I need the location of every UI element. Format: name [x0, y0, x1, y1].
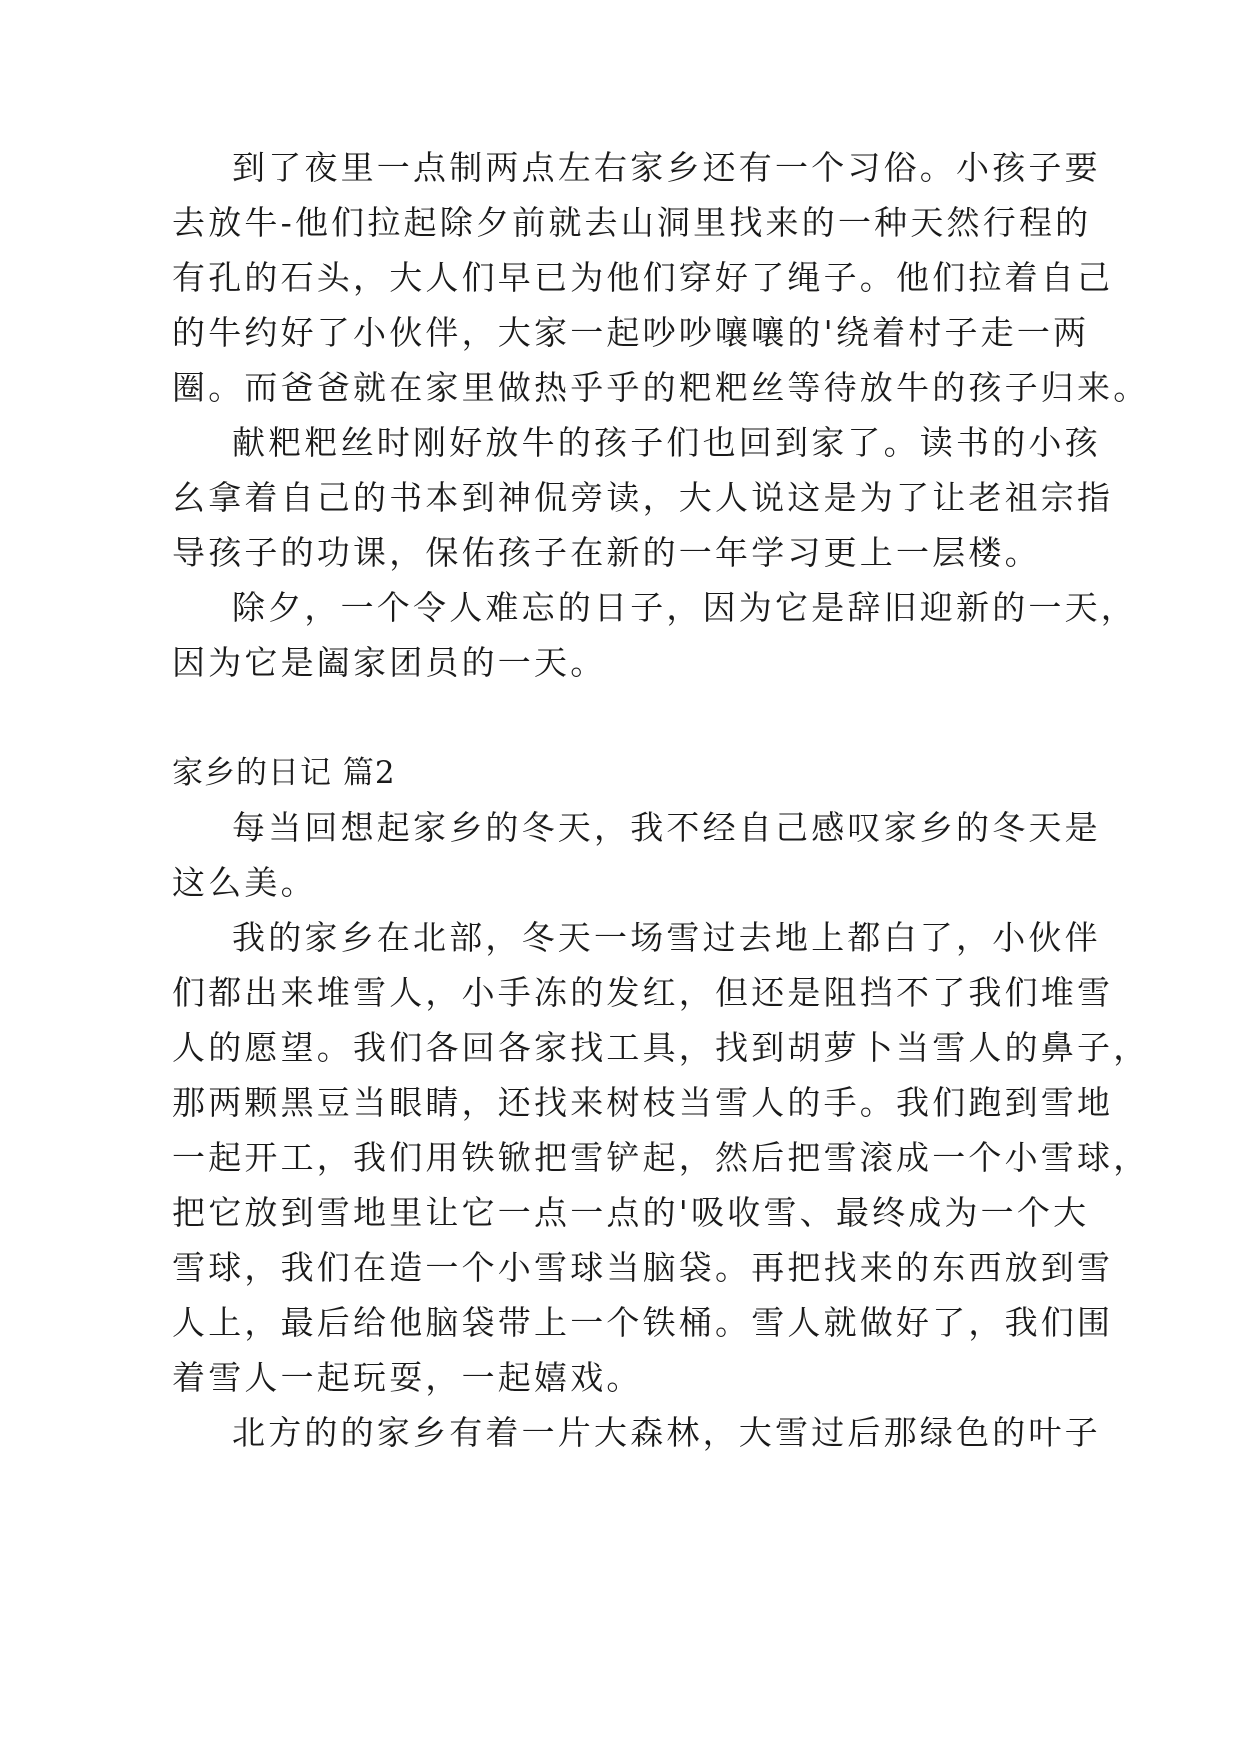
text-line: 有孔的石头，大人们早已为他们穿好了绳子。他们拉着自己: [172, 258, 1114, 297]
text-line: 导孩子的功课，保佑孩子在新的一年学习更上一层楼。: [172, 533, 1041, 572]
text-line: 每当回想起家乡的冬天，我不经自己感叹家乡的冬天是: [232, 808, 1101, 847]
text-line: 除夕，一个令人难忘的日子，因为它是辞旧迎新的一天，: [232, 588, 1137, 627]
text-line: 因为它是阖家团员的一天。: [172, 643, 607, 682]
text-line: 把它放到雪地里让它一点一点的'吸收雪、最终成为一个大: [172, 1193, 1090, 1232]
text-line: 们都出来堆雪人，小手冻的发红，但还是阻挡不了我们堆雪: [172, 973, 1114, 1012]
text-line: 北方的的家乡有着一片大森林，大雪过后那绿色的叶子: [232, 1413, 1101, 1452]
text-line: 人上，最后给他脑袋带上一个铁桶。雪人就做好了，我们围: [172, 1303, 1114, 1342]
text-line: 这么美。: [172, 863, 317, 902]
text-line: 的牛约好了小伙伴，大家一起吵吵嚷嚷的'绕着村子走一两: [172, 313, 1090, 352]
text-line: 幺拿着自己的书本到神侃旁读，大人说这是为了让老祖宗指: [172, 478, 1114, 517]
section-title: 家乡的日记 篇2: [172, 755, 396, 791]
text-line: 到了夜里一点制两点左右家乡还有一个习俗。小孩子要: [232, 148, 1101, 187]
text-line: 献粑粑丝时刚好放牛的孩子们也回到家了。读书的小孩: [232, 423, 1101, 462]
text-line: 着雪人一起玩耍，一起嬉戏。: [172, 1358, 643, 1397]
text-line: 一起开工，我们用铁锨把雪铲起，然后把雪滚成一个小雪球，: [172, 1138, 1150, 1177]
text-line: 圈。而爸爸就在家里做热乎乎的粑粑丝等待放牛的孩子归来。: [172, 368, 1150, 407]
text-line: 我的家乡在北部，冬天一场雪过去地上都白了，小伙伴: [232, 918, 1101, 957]
text-line: 那两颗黑豆当眼睛，还找来树枝当雪人的手。我们跑到雪地: [172, 1083, 1114, 1122]
text-line: 去放牛-他们拉起除夕前就去山洞里找来的一种天然行程的: [172, 203, 1092, 242]
text-line: 雪球，我们在造一个小雪球当脑袋。再把找来的东西放到雪: [172, 1248, 1114, 1287]
text-line: 人的愿望。我们各回各家找工具，找到胡萝卜当雪人的鼻子，: [172, 1028, 1150, 1067]
